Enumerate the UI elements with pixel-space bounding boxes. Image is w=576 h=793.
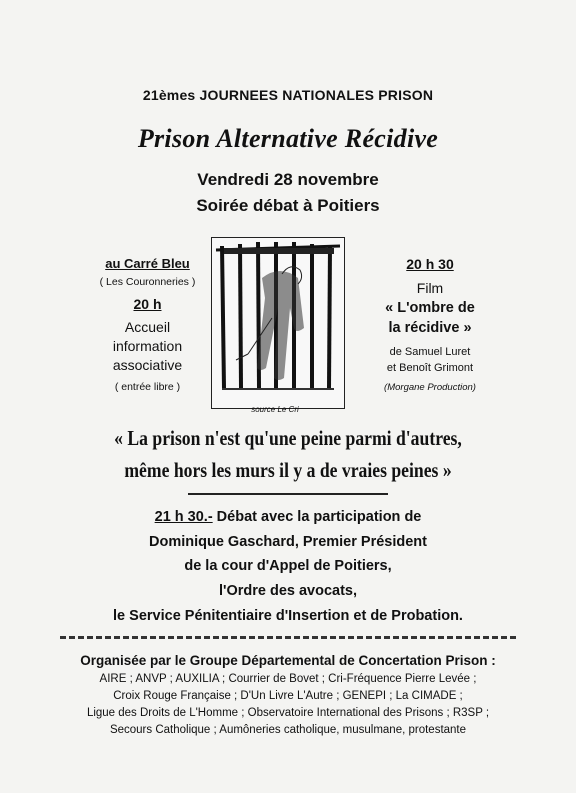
film-director: de Samuel Luret (389, 346, 471, 358)
partner-list-line: AIRE ; ANVP ; AUXILIA ; Courrier de Bovet ; Cri-Fréquence Pierre Levée ; (99, 673, 477, 685)
event-series-heading: 21èmes JOURNEES NATIONALES PRISON (142, 87, 434, 103)
debate-line (0, 509, 576, 525)
welcome-time: 20 h (133, 296, 162, 312)
debate-line: le Service Pénitentiaire d'Insertion et de Probation. (113, 608, 463, 624)
divider (188, 493, 388, 495)
debate-line: de la cour d'Appel de Poitiers, (184, 558, 392, 574)
event-date: Vendredi 28 novembre (197, 170, 379, 189)
film-title-line: « L'ombre de (385, 300, 475, 316)
prisoner-behind-bars-illustration (211, 237, 345, 409)
film-production: (Morgane Production) (384, 382, 476, 393)
debate-intro: Débat avec la participation de (212, 509, 422, 525)
film-title-line: la récidive » (388, 320, 472, 336)
venue-name: au Carré Bleu (105, 256, 190, 271)
organizer-heading: Organisée par le Groupe Départemental de Concertation Prison : (80, 653, 496, 668)
entry-note: ( entrée libre ) (114, 381, 181, 393)
film-director: et Benoît Grimont (386, 362, 474, 374)
debate-line: l'Ordre des avocats, (218, 583, 358, 599)
page-title: Prison Alternative Récidive (137, 124, 439, 153)
film-time: 20 h 30 (406, 256, 454, 272)
partner-list-line: Ligue des Droits de L'Homme ; Observatoire International des Prisons ; R3SP ; (86, 707, 490, 719)
venue-district: ( Les Couronneries ) (99, 276, 196, 288)
dashed-divider (60, 636, 516, 639)
event-subtitle: Soirée débat à Poitiers (196, 196, 380, 215)
film-label: Film (416, 280, 444, 296)
partner-list-line: Croix Rouge Française ; D'Un Livre L'Autre ; GENEPI ; La CIMADE ; (113, 690, 463, 702)
welcome-description-line: associative (112, 357, 183, 373)
partner-list-line: Secours Catholique ; Aumôneries catholique, musulmane, protestante (109, 724, 467, 736)
image-caption: source Le Cri (251, 405, 299, 414)
welcome-description-line: information (112, 338, 183, 354)
welcome-description-line: Accueil (124, 319, 171, 335)
quote-line: même hors les murs il y a de vraies peines » (124, 458, 452, 482)
debate-line: Dominique Gaschard, Premier Président (148, 534, 427, 550)
prison-bars-icon (212, 238, 344, 408)
debate-time: 21 h 30.- (154, 509, 213, 525)
quote-line: « La prison n'est qu'une peine parmi d'autres, (114, 426, 462, 450)
